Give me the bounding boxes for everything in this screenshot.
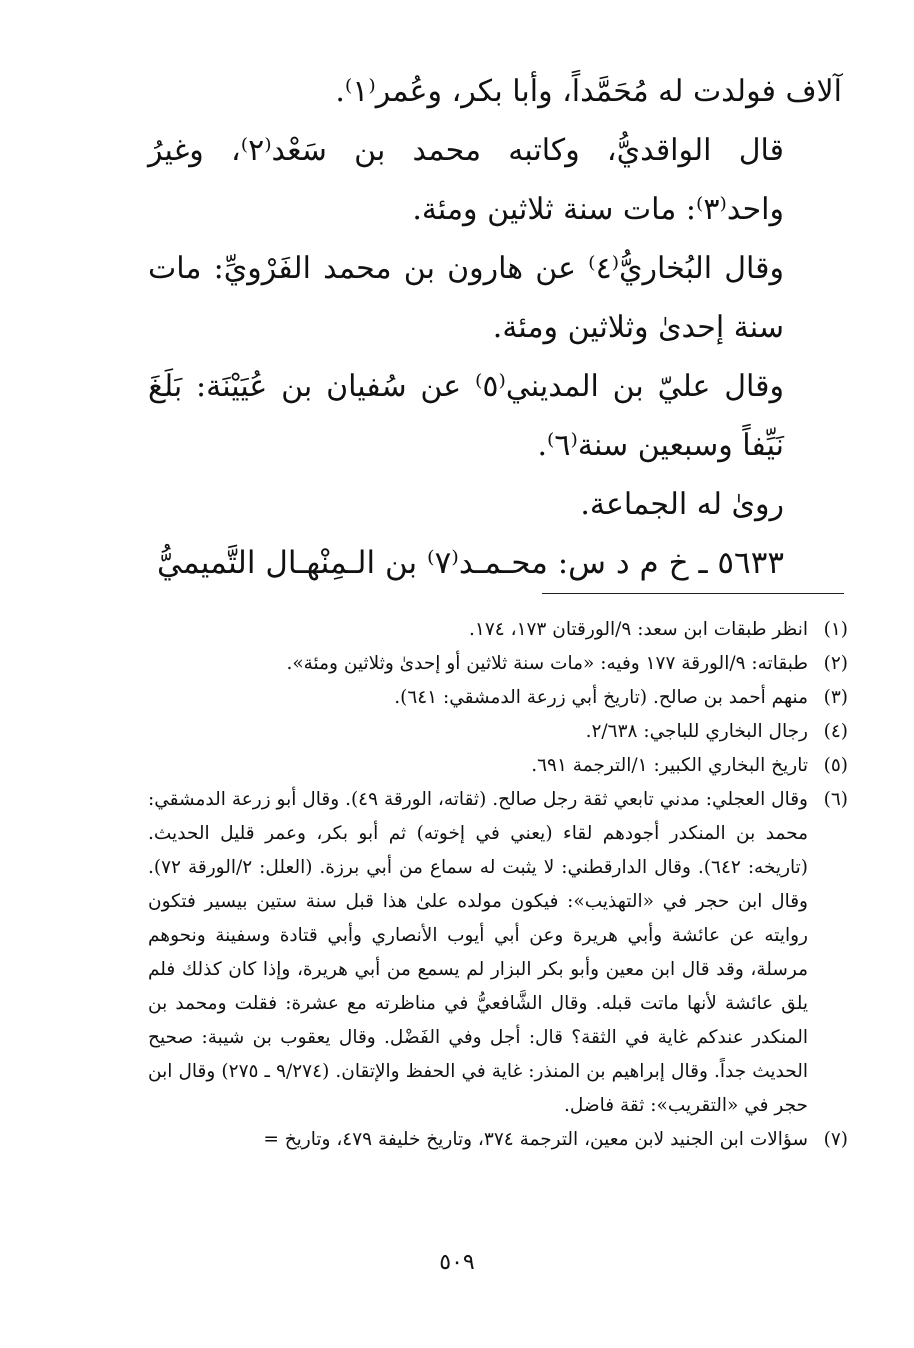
footnote [148,647,848,681]
footnote-number: (١) [823,619,848,640]
footnotes [148,613,848,1157]
footnote-number: (٥) [823,755,848,776]
footnote-text: وقال العجلي: مدني تابعي ثقة رجل صالح. (ثقاته، الورقة ٤٩). وقال أبو زرعة الدمشقي: محمد بن المنكدر أجودهم لقاء (يعني في إخوته) ثم أبو بكر، وعمر قليل الحديث. (تاريخه: ٦٤٢). وقال الدارقطني: لا يثبت له سماع من أبي برزة. (العلل: ٢/الورقة ٧٢). وقال ابن حجر في «التهذيب»: فيكون مولده علىٰ هذا قبل سنة ستين بيسير فتكون روايته عن عائشة وأبي هريرة وعن أبي أيوب الأنصاري وأبي قتادة وسفينة ونحوهم مرسلة، وقد قال ابن معين وأبو بكر البزار لم يسمع من أبي هريرة، وإذا كان كذلك فلم يلق عائشة لأنها ماتت قبله. وقال الشَّافعيُّ في مناظرته مع عشرة: فقلت ومحمد بن المنكدر عندكم غاية في الثقة؟ قال: أجل وفي الفَضْل. وقال يعقوب بن شيبة: صحيح الحديث جداً. وقال إبراهيم بن المنذر: غاية في الحفظ والإتقان. (٩/٢٧٤ ـ ٢٧٥) وقال ابن حجر في «التقريب»: ثقة فاضل. [148,789,809,1116]
footnote [148,681,848,715]
footnote-text: رجال البخاري للباجي: ٢/٦٣٨. [585,721,808,742]
footnote-number: (٣) [823,687,848,708]
footnote-text: تاريخ البخاري الكبير: ١/الترجمة ٦٩١. [531,755,808,776]
footnote-text: طبقاته: ٩/الورقة ١٧٧ وفيه: «مات سنة ثلاثين أو إحدىٰ وثلاثين ومئة». [286,653,808,674]
footnote-number: (٢) [823,653,848,674]
footnote [148,783,848,1123]
biography-entry-heading: ٥٦٣٣ ـ خ م د س: محـمـد⁽٧⁾ بن الـمِنْهـال التَّميميُّ [157,545,784,581]
footnote-text: منهم أحمد بن صالح. (تاريخ أبي زرعة الدمشقي: ٦٤١). [394,687,808,708]
footnote-text: سؤالات ابن الجنيد لابن معين، الترجمة ٣٧٤، وتاريخ خليفة ٤٧٩، وتاريخ = [263,1129,808,1150]
paragraph-rawa: روىٰ له الجماعة. [580,487,784,522]
footnote [148,613,848,647]
paragraph-waqidi: قال الواقديُّ، وكاتبه محمد بن سَعْد⁽٢⁾، وغيرُ واحد⁽٣⁾: مات سنة ثلاثين ومئة. [148,133,784,227]
footnote-number: (٤) [823,721,848,742]
footnote [148,1123,848,1157]
footnote [148,715,848,749]
footnote-number: (٦) [823,789,848,810]
footnote-divider [542,593,844,594]
paragraph-bukhari: وقال البُخاريُّ⁽٤⁾ عن هارون بن محمد الفَرْويِّ: مات سنة إحدىٰ وثلاثين ومئة. [148,251,784,345]
footnote-text: انظر طبقات ابن سعد: ٩/الورقتان ١٧٣، ١٧٤. [469,619,808,640]
footnote-number: (٧) [823,1129,848,1150]
page-number: ٥٠٩ [439,1250,475,1275]
text-line-1: آلاف فولدت له مُحَمَّداً، وأبا بكر، وعُمر⁽١⁾. [335,74,842,109]
footnote [148,749,848,783]
main-text [148,62,842,593]
paragraph-ali-madini: وقال عليّ بن المديني⁽٥⁾ عن سُفيان بن عُيَيْنَة: بَلَغَ نَيِّفاً وسبعين سنة⁽٦⁾. [148,369,784,463]
